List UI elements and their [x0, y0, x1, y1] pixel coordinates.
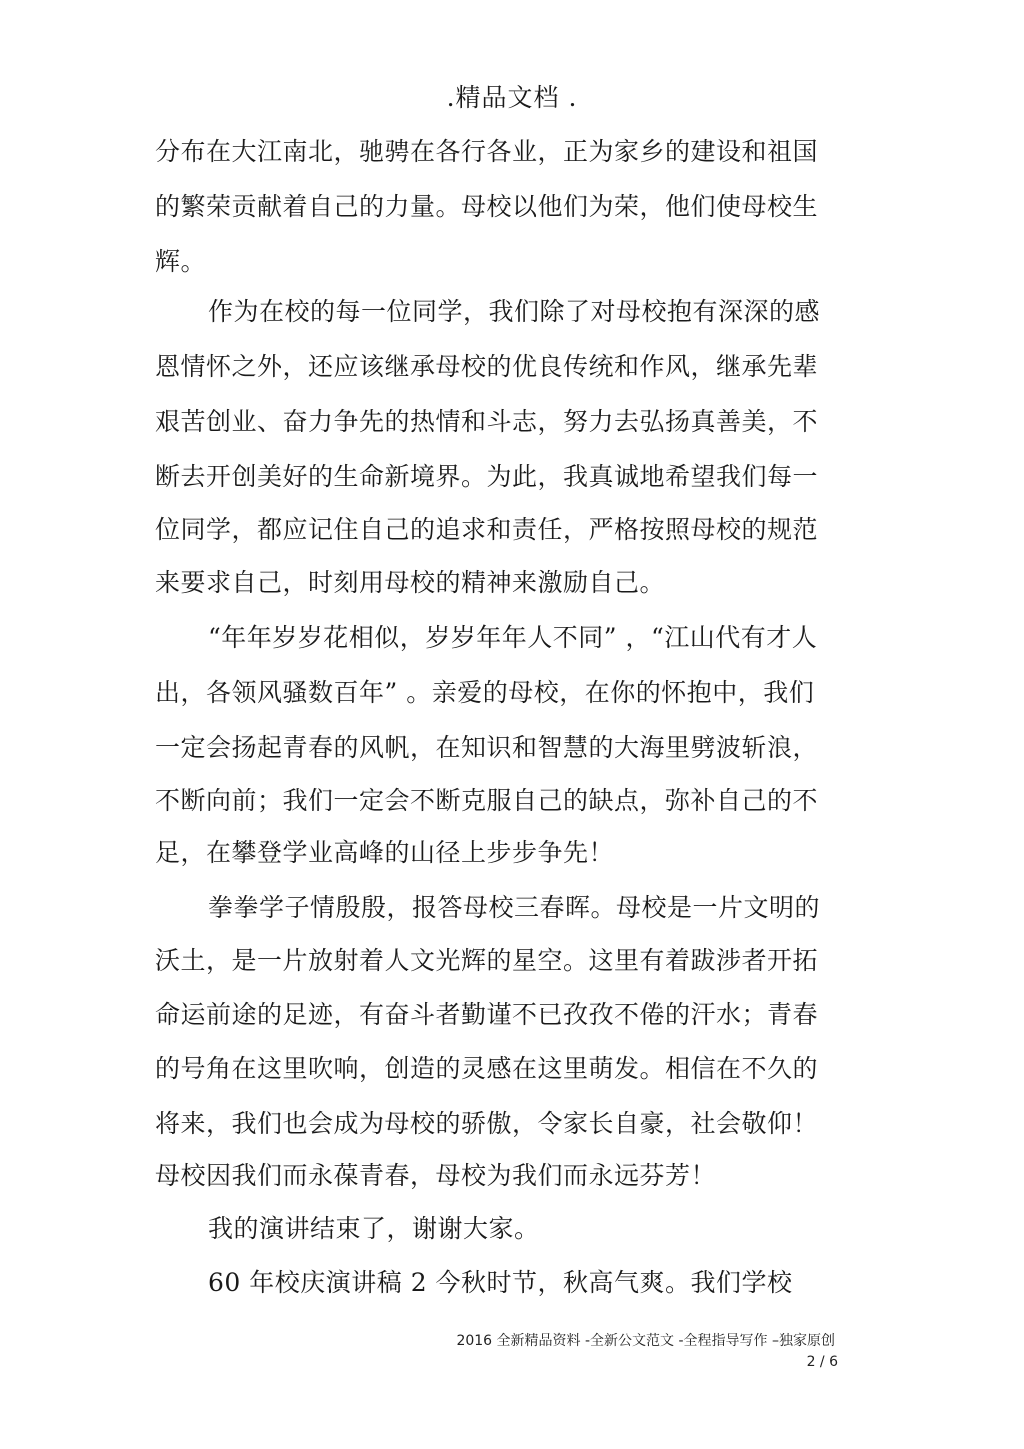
text-line: “年年岁岁花相似，岁岁年年人不同” ，“江山代有才人: [208, 623, 818, 652]
text-line: 我的演讲结束了，谢谢大家。: [208, 1214, 540, 1243]
text-line: 出，各领风骚数百年” 。亲爱的母校，在你的怀抱中，我们: [155, 678, 815, 707]
text-line: 辉。: [155, 247, 207, 276]
text-line: 沃土，是一片放射着人文光辉的星空。这里有着跋涉者开拓: [155, 946, 819, 975]
text-line: 艰苦创业、奋力争先的热情和斗志，努力去弘扬真善美，不: [155, 407, 819, 436]
text-line: 将来，我们也会成为母校的骄傲，令家长自豪，社会敬仰！: [155, 1109, 819, 1138]
text-line: 母校因我们而永葆青春，母校为我们而永远芬芳！: [155, 1161, 717, 1190]
text-line: 命运前途的足迹，有奋斗者勤谨不已孜孜不倦的汗水；青春: [155, 1000, 819, 1029]
text-line: 分布在大江南北，驰骋在各行各业，正为家乡的建设和祖国: [155, 137, 819, 166]
text-line: 恩情怀之外，还应该继承母校的优良传统和作风，继承先辈: [155, 352, 819, 381]
text-line: 足，在攀登学业高峰的山径上步步争先！: [155, 838, 615, 867]
text-line: 断去开创美好的生命新境界。为此，我真诚地希望我们每一: [155, 462, 819, 491]
text-line: 位同学，都应记住自己的追求和责任，严格按照母校的规范: [155, 515, 819, 544]
text-line: 作为在校的每一位同学，我们除了对母校抱有深深的感: [208, 297, 821, 326]
text-line: 来要求自己，时刻用母校的精神来激励自己。: [155, 568, 666, 597]
page-footer: 2016 全新精品资料 -全新公文范文 -全程指导写作 –独家原创: [456, 1333, 835, 1349]
text-line: 的繁荣贡献着自己的力量。母校以他们为荣，他们使母校生: [155, 192, 819, 221]
text-line: 60 年校庆演讲稿 2 今秋时节，秋高气爽。我们学校: [208, 1268, 793, 1297]
page-header: .精品文档 .: [446, 83, 578, 112]
text-line: 一定会扬起青春的风帆，在知识和智慧的大海里劈波斩浪，: [155, 733, 819, 762]
text-line: 拳拳学子情殷殷，报答母校三春晖。母校是一片文明的: [208, 893, 821, 922]
text-line: 不断向前；我们一定会不断克服自己的缺点，弥补自己的不: [155, 786, 819, 815]
text-line: 的号角在这里吹响，创造的灵感在这里萌发。相信在不久的: [155, 1054, 819, 1083]
page-number: 2 / 6: [806, 1354, 838, 1370]
